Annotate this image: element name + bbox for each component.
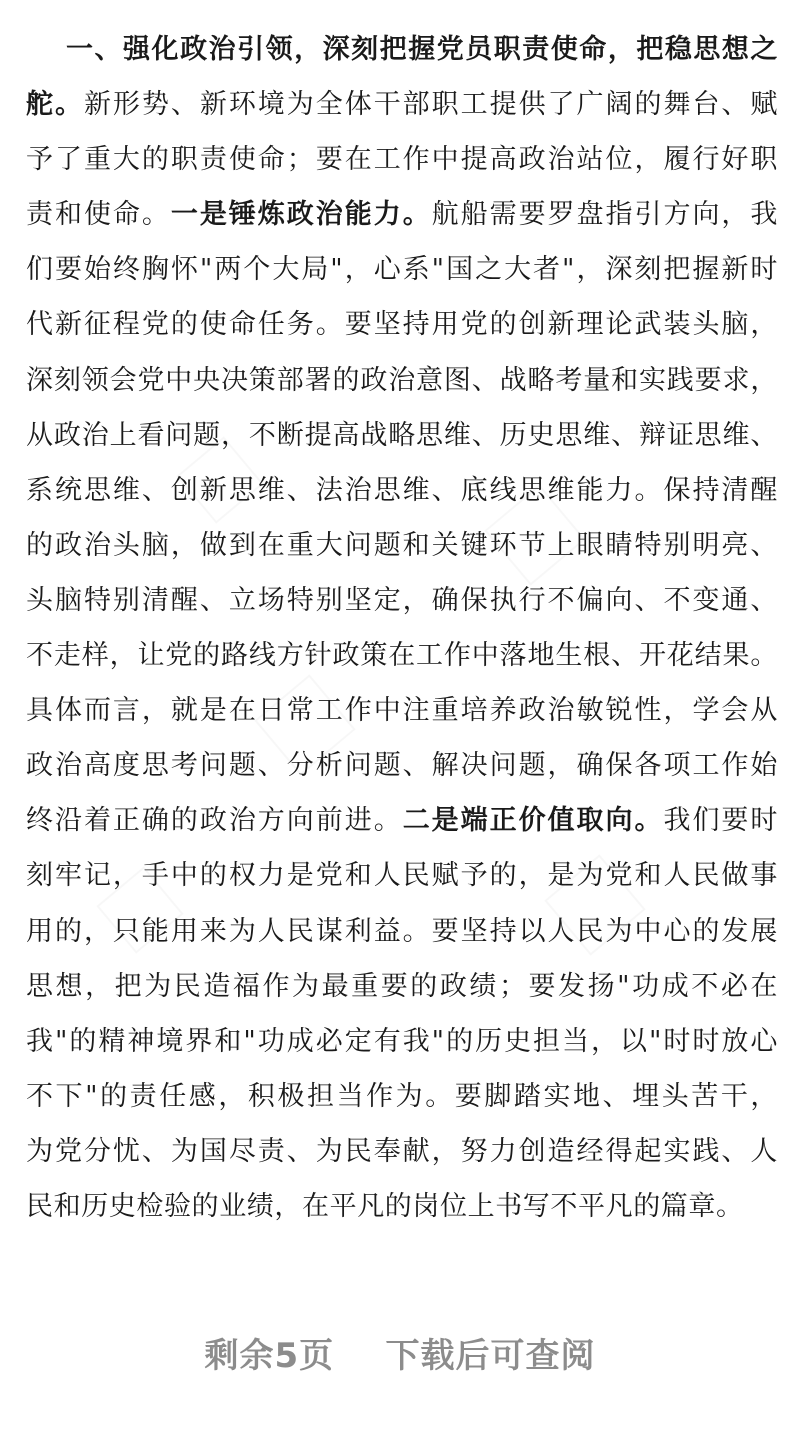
text-line: [26, 793, 778, 848]
body-text: 我"的精神境界和"功成必定有我"的历史担当，以"时时放心: [26, 1025, 778, 1057]
text-line: [26, 187, 778, 242]
subheading-text: 二是端正价值取向。: [402, 805, 664, 837]
body-text: 思想，把为民造福作为最重要的政绩；要发扬"功成不必在: [26, 970, 778, 1002]
body-text: 用的，只能用来为人民谋利益。要坚持以人民为中心的发展: [26, 915, 778, 947]
text-line: [26, 959, 778, 1014]
body-text: 们要始终胸怀"两个大局"，心系"国之大者"，深刻把握新时: [26, 254, 778, 286]
text-line: [26, 518, 778, 573]
text-line: [26, 408, 778, 463]
body-text: 新形势、新环境为全体干部职工提供了广阔的舞台、赋: [83, 89, 778, 121]
body-text: 终沿着正确的政治方向前进。: [26, 805, 403, 837]
body-text: 我们要时: [663, 805, 778, 837]
body-text: 不走样，让党的路线方针政策在工作中落地生根、开花结果。: [26, 640, 778, 672]
text-line: [26, 22, 778, 77]
text-line: [26, 848, 778, 903]
document-body: [26, 22, 778, 1234]
text-line: [26, 1179, 778, 1234]
body-text: 的政治头脑，做到在重大问题和关键环节上眼睛特别明亮、: [26, 529, 778, 561]
text-line: [26, 573, 778, 628]
body-text: 刻牢记，手中的权力是党和人民赋予的，是为党和人民做事: [26, 860, 778, 892]
body-text: 为党分忧、为国尽责、为民奉献，努力创造经得起实践、人: [26, 1135, 778, 1167]
body-text: 航船需要罗盘指引方向，我: [431, 199, 779, 231]
text-line: [26, 242, 778, 297]
heading-text: 舵。: [26, 89, 84, 121]
body-text: 头脑特别清醒、立场特别坚定，确保执行不偏向、不变通、: [26, 584, 778, 616]
text-line: [26, 683, 778, 738]
text-line: [26, 353, 778, 408]
body-text: 从政治上看问题，不断提高战略思维、历史思维、辩证思维、: [26, 419, 778, 451]
text-line: [26, 77, 778, 132]
body-text: 民和历史检验的业绩，在平凡的岗位上书写不平凡的篇章。: [26, 1190, 744, 1222]
text-line: [26, 463, 778, 518]
body-text: 系统思维、创新思维、法治思维、底线思维能力。保持清醒: [26, 474, 778, 506]
text-line: [26, 297, 778, 352]
body-text: 责和使命。: [26, 199, 171, 231]
text-line: [26, 132, 778, 187]
text-line: [26, 1069, 778, 1124]
body-text: 深刻领会党中央决策部署的政治意图、战略考量和实践要求，: [26, 364, 778, 396]
body-text: 予了重大的职责使命；要在工作中提高政治站位，履行好职: [26, 144, 778, 176]
text-line: [26, 738, 778, 793]
subheading-text: 一是锤炼政治能力。: [170, 199, 432, 231]
text-line: [26, 904, 778, 959]
body-text: 代新征程党的使命任务。要坚持用党的创新理论武装头脑，: [26, 309, 778, 341]
text-line: [26, 628, 778, 683]
text-line: [26, 1014, 778, 1069]
body-text: 不下"的责任感，积极担当作为。要脚踏实地、埋头苦干，: [26, 1080, 778, 1112]
body-text: 政治高度思考问题、分析问题、解决问题，确保各项工作始: [26, 750, 778, 782]
body-text: 具体而言，就是在日常工作中注重培养政治敏锐性，学会从: [26, 695, 778, 727]
text-line: [26, 1124, 778, 1179]
remaining-pages-notice: 剩余5页 下载后可查阅: [204, 1336, 596, 1376]
heading-text: 一、强化政治引领，深刻把握党员职责使命，把稳思想之: [66, 34, 778, 65]
